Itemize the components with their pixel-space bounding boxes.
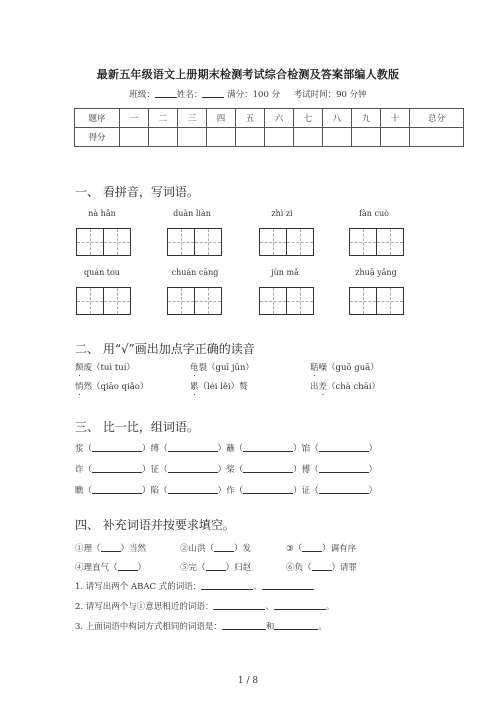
answer-blank[interactable]	[222, 620, 266, 630]
answer-blank[interactable]	[92, 442, 142, 452]
answer-blank[interactable]	[118, 561, 138, 571]
grid-cell[interactable]	[103, 228, 131, 256]
pinyin-label: duàn liàn	[173, 209, 211, 218]
table-cell: 八	[323, 109, 352, 128]
answer-blank[interactable]	[92, 463, 142, 473]
answer-blank[interactable]	[206, 561, 226, 571]
grid-cell[interactable]	[167, 287, 195, 315]
writing-grid[interactable]	[349, 287, 404, 315]
answer-blank[interactable]	[262, 580, 314, 590]
writing-grid[interactable]	[349, 228, 404, 256]
idiom-item: ②山洪（ ）发	[180, 544, 252, 554]
idiom-item: ⑥负（ ）请罪	[286, 563, 358, 573]
page-number: 1 / 8	[237, 676, 259, 686]
pinyin-label: fàn cuò	[359, 209, 389, 218]
idiom-item: ③（ ）调有序	[286, 544, 357, 554]
grid-cell[interactable]	[286, 228, 314, 256]
table-cell: 总分	[410, 109, 464, 128]
score-cell[interactable]	[352, 128, 381, 147]
section1-heading: 一、 看拼音，写词语。	[75, 185, 199, 199]
table-cell: 三	[178, 109, 207, 128]
score-table-header-row	[75, 109, 464, 128]
answer-blank[interactable]	[302, 542, 322, 552]
table-cell: 六	[265, 109, 294, 128]
score-cell[interactable]	[120, 128, 149, 147]
score-cell[interactable]	[178, 128, 207, 147]
grid-cell[interactable]	[167, 228, 195, 256]
idiom-item: ⑤完（ ）归赵	[180, 563, 252, 573]
reading-item: 聒噪（guō guā）	[310, 363, 379, 373]
section2-heading: 二、 用“√”画出加点字正确的读音	[75, 342, 255, 356]
answer-blank[interactable]	[168, 484, 218, 494]
answer-blank[interactable]	[243, 484, 293, 494]
name-blank[interactable]	[202, 88, 224, 98]
grid-cell[interactable]	[76, 228, 104, 256]
table-cell: 九	[352, 109, 381, 128]
reading-item: 颓废（tuì tuí）	[75, 363, 135, 373]
score-label: 满分：100 分	[227, 90, 281, 100]
score-table	[74, 108, 464, 147]
pinyin-label: zhuā yǎng	[355, 268, 397, 277]
answer-blank[interactable]	[168, 463, 218, 473]
answer-blank[interactable]	[213, 600, 265, 610]
grid-cell[interactable]	[194, 228, 222, 256]
question-2: 2. 请写出两个与①意思相近的词语： 、 。	[75, 602, 335, 612]
score-cell[interactable]	[410, 128, 464, 147]
answer-blank[interactable]	[101, 542, 121, 552]
table-cell: 五	[236, 109, 265, 128]
writing-grid[interactable]	[167, 228, 222, 256]
answer-blank[interactable]	[201, 580, 253, 590]
dotted-char: 差	[318, 382, 328, 392]
answer-blank[interactable]	[312, 561, 332, 571]
answer-blank[interactable]	[274, 600, 326, 610]
answer-blank[interactable]	[319, 442, 369, 452]
reading-item: 累（léi lěi）赘	[190, 382, 248, 392]
section3-heading: 三、 比一比，组词语。	[75, 420, 199, 434]
score-cell[interactable]	[207, 128, 236, 147]
question-3: 3. 上面词语中构词方式相同的词语是： 和 。	[75, 622, 327, 632]
answer-blank[interactable]	[274, 620, 318, 630]
idiom-item: ④理直气（ ）	[75, 563, 147, 573]
grid-cell[interactable]	[259, 287, 287, 315]
table-cell: 一	[120, 109, 149, 128]
dotted-char: 聒	[310, 363, 319, 373]
writing-grid[interactable]	[76, 228, 131, 256]
compare-row: 浆（ ）缚（ ）蘸（ ）馅（ ）	[75, 444, 378, 454]
answer-blank[interactable]	[243, 442, 293, 452]
writing-grid[interactable]	[259, 287, 314, 315]
name-label: 姓名：	[176, 90, 203, 100]
grid-cell[interactable]	[103, 287, 131, 315]
table-cell: 题序	[75, 109, 120, 128]
table-cell: 得分	[75, 128, 120, 147]
pinyin-label: chuán cāng	[171, 268, 219, 277]
score-cell[interactable]	[265, 128, 294, 147]
score-cell[interactable]	[294, 128, 323, 147]
table-cell: 七	[294, 109, 323, 128]
reading-item: 悄然（qiāo qiǎo）	[75, 382, 149, 392]
reading-item: 出差（chà chāi）	[310, 382, 381, 392]
time-label: 考试时间：90 分钟	[293, 90, 367, 100]
grid-cell[interactable]	[259, 228, 287, 256]
table-cell: 四	[207, 109, 236, 128]
pinyin-label: jùn mǎ	[271, 268, 299, 277]
table-cell: 十	[381, 109, 410, 128]
dotted-char: 龟	[190, 363, 199, 373]
score-cell[interactable]	[149, 128, 178, 147]
class-blank[interactable]	[155, 88, 177, 98]
class-label: 班级：	[129, 90, 155, 100]
score-table-score-row	[75, 128, 464, 147]
grid-cell[interactable]	[76, 287, 104, 315]
writing-grid[interactable]	[167, 287, 222, 315]
answer-blank[interactable]	[243, 463, 293, 473]
idiom-item: ①理（ ）当然	[75, 544, 147, 554]
section4-heading: 四、 补充词语并按要求填空。	[75, 518, 235, 532]
answer-blank[interactable]	[168, 442, 218, 452]
dotted-char: 悄	[75, 382, 84, 392]
pinyin-label: nà hǎn	[88, 209, 116, 218]
document-title: 最新五年级语文上册期末检测考试综合检测及答案部编人教版	[96, 68, 400, 81]
pinyin-label: zhì zi	[271, 209, 293, 218]
writing-grid[interactable]	[76, 287, 131, 315]
compare-row: 瞧（ ）陷（ ）作（ ）证（ ）	[75, 486, 378, 496]
dotted-char: 累	[190, 382, 199, 392]
grid-cell[interactable]	[376, 287, 404, 315]
answer-blank[interactable]	[319, 484, 369, 494]
grid-cell[interactable]	[194, 287, 222, 315]
writing-grid[interactable]	[259, 228, 314, 256]
answer-blank[interactable]	[214, 542, 234, 552]
answer-blank[interactable]	[92, 484, 142, 494]
score-cell[interactable]	[381, 128, 410, 147]
reading-item: 龟裂（guī jūn）	[190, 363, 254, 373]
info-line	[0, 88, 496, 100]
grid-cell[interactable]	[376, 228, 404, 256]
score-cell[interactable]	[323, 128, 352, 147]
compare-row: 诈（ ）征（ ）桨（ ）傅（ ）	[75, 465, 378, 475]
table-cell: 二	[149, 109, 178, 128]
dotted-char: 颓	[75, 363, 84, 373]
pinyin-label: quán tou	[84, 268, 120, 277]
score-cell[interactable]	[236, 128, 265, 147]
question-1: 1. 请写出两个 ABAC 式的词语： 、	[75, 580, 314, 592]
grid-cell[interactable]	[286, 287, 314, 315]
grid-cell[interactable]	[349, 228, 377, 256]
answer-blank[interactable]	[319, 463, 369, 473]
grid-cell[interactable]	[349, 287, 377, 315]
